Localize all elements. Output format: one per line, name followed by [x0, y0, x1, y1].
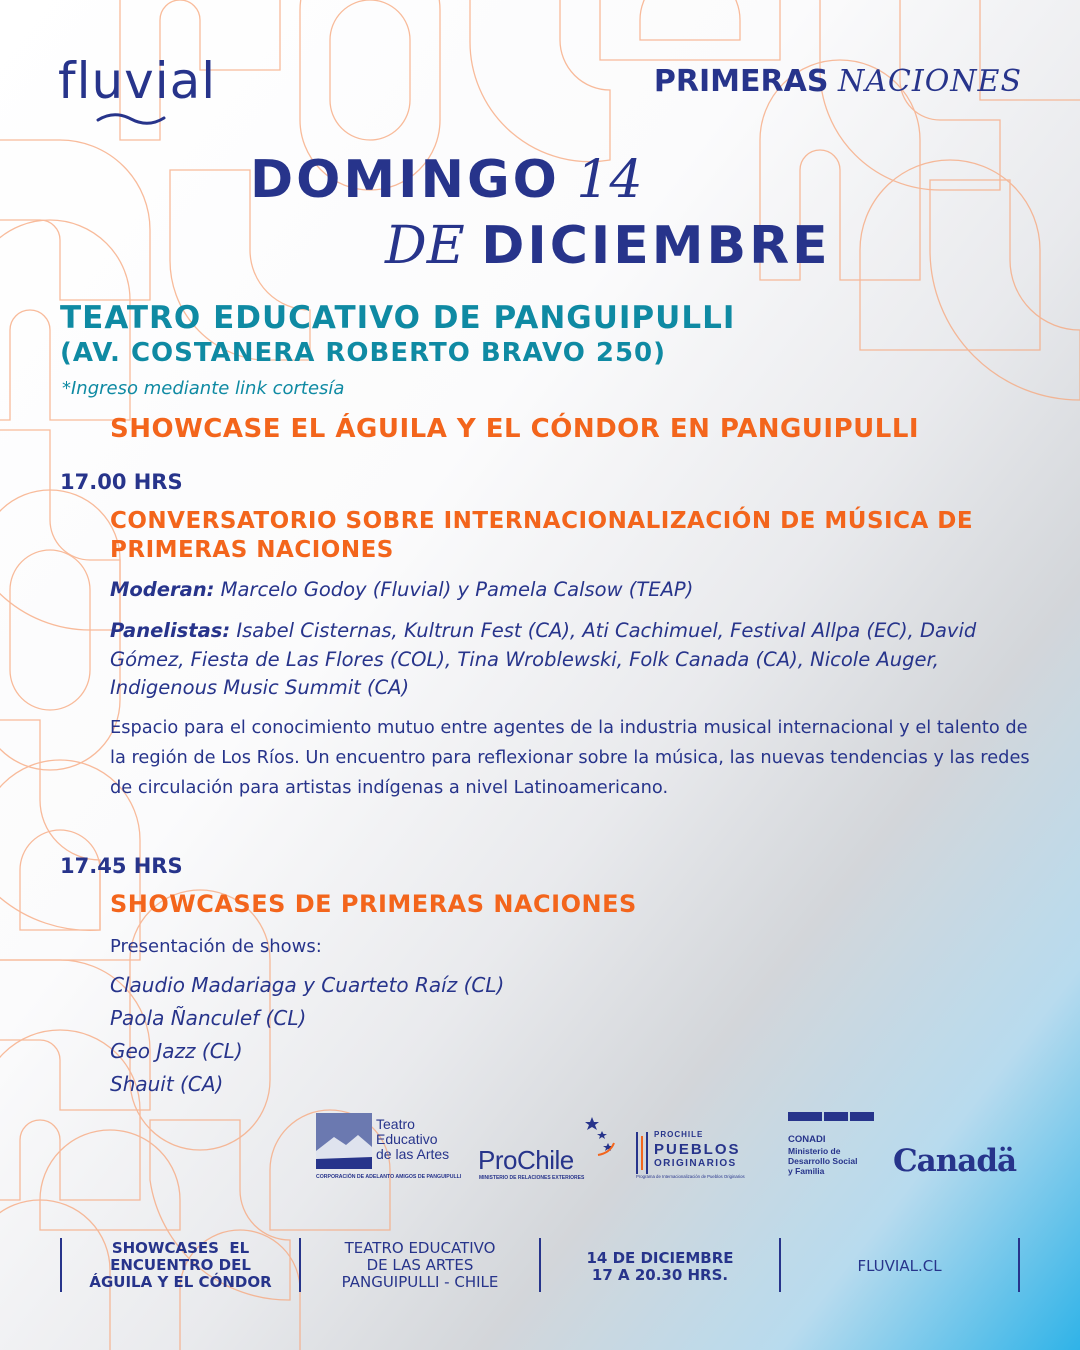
- conversatorio-title: CONVERSATORIO SOBRE INTERNACIONALIZACIÓN DE MÚSICA DE PRIMERAS NACIONES: [110, 508, 974, 563]
- footer-venue-line: PANGUIPULLI - CHILE: [341, 1273, 499, 1291]
- artist-item: Claudio Madariaga y Cuarteto Raíz (CL): [110, 973, 505, 997]
- time-1745: 17.45 HRS: [60, 854, 183, 878]
- footer-venue-line: DE LAS ARTES: [366, 1256, 474, 1274]
- pueblos-line-1: PUEBLOS: [654, 1141, 741, 1158]
- date-day: 14: [576, 150, 643, 210]
- prochile-sub: MINISTERIO DE RELACIONES EXTERIORES: [479, 1175, 585, 1181]
- date-weekday: DOMINGO: [250, 150, 560, 210]
- moderators-names: Marcelo Godoy (Fluvial) y Pamela Calsow (TEAP): [220, 578, 694, 601]
- footer-divider: [1018, 1238, 1020, 1292]
- conadi-ministry: [788, 1146, 857, 1176]
- prochile-logo: [478, 1115, 623, 1185]
- panelists-names: Isabel Cisternas, Kultrun Fest (CA), Ati Cachimuel, Festival Allpa (EC), David Gómez, Fiesta de Las Flores (COL), Tina Wroblewski, Folk Canada (CA), Nicole Auger, Indigenous Music Summit (CA): [110, 619, 977, 699]
- showcases-title: SHOWCASES DE PRIMERAS NACIONES: [110, 890, 637, 918]
- canada-wordmark: Canadä: [893, 1143, 1017, 1179]
- conadi-line-2: Ministerio de: [788, 1146, 841, 1156]
- conadi-name: CONADI: [788, 1134, 826, 1145]
- venue-address: (AV. COSTANERA ROBERTO BRAVO 250): [60, 338, 667, 368]
- teatro-line-1: Teatro: [376, 1116, 415, 1132]
- footer-event: [62, 1240, 299, 1291]
- artist-item: Paola Ñanculef (CL): [110, 1006, 307, 1030]
- conadi-line-4: y Familia: [788, 1166, 825, 1176]
- pueblos-bars-icon: [636, 1132, 648, 1174]
- moderators: [110, 578, 693, 601]
- teatro-logo: [316, 1113, 466, 1183]
- footer-event-line: SHOWCASES EL: [111, 1239, 250, 1257]
- conadi-bars-icon: [788, 1112, 874, 1122]
- conadi-line-3: Desarrollo Social: [788, 1156, 858, 1166]
- description: Espacio para el conocimiento mutuo entre agentes de la industria musical internacional y el talento de la región de Los Ríos. Un encuentro para reflexionar sobre la música, las nuevas tendencias y las redes de circulación para artistas indígenas a nivel Latinoamericano.: [110, 717, 1030, 798]
- event-title: SHOWCASE EL ÁGUILA Y EL CÓNDOR EN PANGUIPULLI: [110, 414, 920, 444]
- panelists-label: Panelistas:: [110, 619, 231, 642]
- footer-website-link[interactable]: FLUVIAL.CL: [857, 1257, 942, 1275]
- shows-intro: Presentación de shows:: [110, 936, 322, 957]
- footer-venue-line: TEATRO EDUCATIVO: [344, 1239, 496, 1257]
- venue-name: TEATRO EDUCATIVO DE PANGUIPULLI: [60, 300, 736, 336]
- time-1700: 17.00 HRS: [60, 470, 183, 494]
- series-title: [654, 64, 1022, 99]
- pueblos-sub: Programa de Internacionalización de Pueblos Originarios: [636, 1174, 745, 1179]
- pueblos-originarios-logo: [636, 1130, 766, 1185]
- date-prep: DE: [385, 216, 465, 276]
- footer-date-line: 14 DE DICIEMBRE: [586, 1249, 734, 1267]
- venue-note: *Ingreso mediante link cortesía: [62, 378, 345, 399]
- pueblos-line-2: ORIGINARIOS: [654, 1158, 737, 1169]
- moderators-label: Moderan:: [110, 578, 215, 601]
- panelists: [110, 617, 1010, 703]
- pueblos-top: PROCHILE: [654, 1130, 704, 1139]
- footer-date-line: 17 A 20.30 HRS.: [591, 1266, 729, 1284]
- logo-wave-icon: [96, 112, 166, 126]
- prochile-stars-icon: [578, 1115, 618, 1165]
- footer-event-line: ENCUENTRO DEL: [110, 1256, 251, 1274]
- fluvial-logo: fluvial: [58, 52, 217, 110]
- footer-date: [541, 1250, 779, 1284]
- teatro-name: [376, 1117, 449, 1162]
- series-italic: NACIONES: [837, 64, 1022, 99]
- date-line-1: [250, 150, 643, 210]
- artist-item: Geo Jazz (CL): [110, 1039, 243, 1063]
- footer-event-line: ÁGUILA Y EL CÓNDOR: [89, 1273, 272, 1291]
- teatro-line-2: Educativo: [376, 1131, 438, 1147]
- teatro-sub: CORPORACIÓN DE ADELANTO AMIGOS DE PANGUIPULLI: [316, 1174, 462, 1180]
- teatro-line-3: de las Artes: [376, 1146, 450, 1162]
- teatro-emblem-icon: [316, 1113, 372, 1169]
- date-line-2: [385, 216, 831, 276]
- footer-venue: [301, 1240, 539, 1291]
- conadi-logo: [788, 1112, 878, 1184]
- series-bold: PRIMERAS: [653, 64, 829, 99]
- prochile-name: ProChile: [478, 1145, 574, 1175]
- artist-item: Shauit (CA): [110, 1072, 224, 1096]
- date-month: DICIEMBRE: [481, 216, 831, 276]
